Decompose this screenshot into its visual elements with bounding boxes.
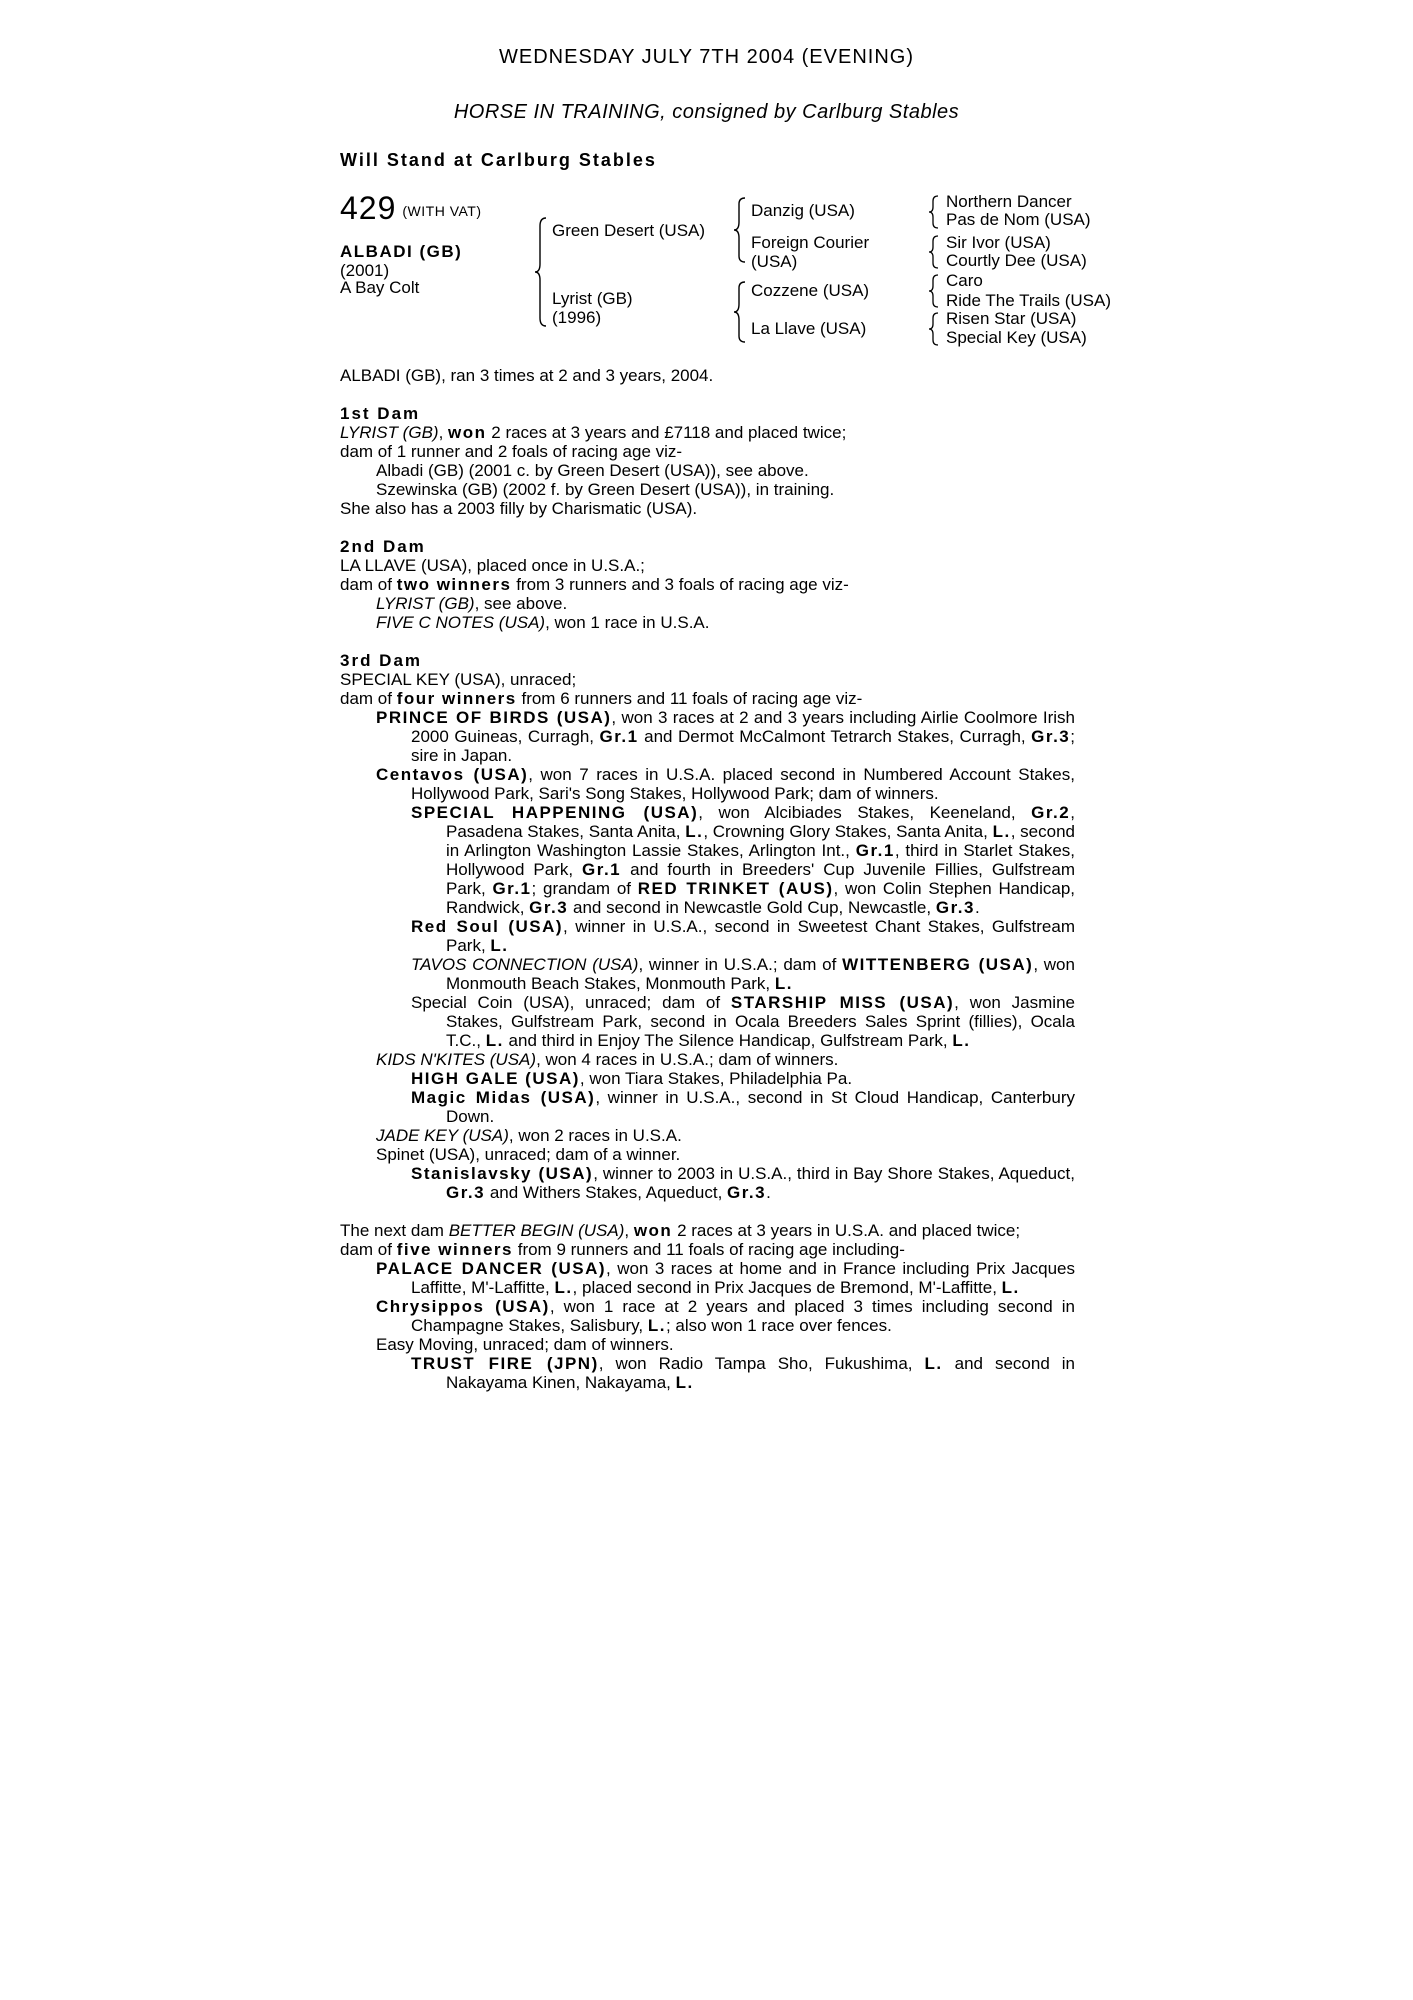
race-record: ALBADI (GB), ran 3 times at 2 and 3 years, 2004. — [340, 366, 714, 385]
vat-note: (WITH VAT) — [402, 202, 482, 219]
horse-name: ALBADI (GB) — [340, 242, 463, 261]
produce-chrysippos: Chrysippos (USA), won 1 race at 2 years and placed 3 times including second in Champagne Stakes, Salisbury, L.; also won 1 race over fences. — [376, 1297, 1075, 1335]
pedigree-brace-g2 — [928, 234, 940, 270]
first-dam-name: LYRIST (GB) — [340, 423, 439, 442]
pedigree-brace-dam-parents — [733, 280, 747, 344]
produce-centavos: Centavos (USA), won 7 races in U.S.A. placed second in Numbered Account Stakes, Hollywood Park, Sari's Song Stakes, Hollywood Park; dam of winners. — [376, 765, 1075, 803]
next-dam-produce-summary: dam of five winners from 9 runners and 11 foals of racing age including- — [340, 1240, 905, 1259]
pedigree-gg5: Caro — [946, 271, 983, 290]
pedigree-dam-name: Lyrist (GB) — [552, 289, 633, 308]
first-dam-produce-1: Albadi (GB) (2001 c. by Green Desert (USA)), see above. — [376, 461, 809, 480]
next-dam-line: The next dam BETTER BEGIN (USA), won 2 races at 3 years in U.S.A. and placed twice; — [340, 1221, 1021, 1240]
produce-prince-of-birds: PRINCE OF BIRDS (USA), won 3 races at 2 and 3 years including Airlie Coolmore Irish 2000 Guineas, Curragh, Gr.1 and Dermot McCalmont Tetrarch Stakes, Curragh, Gr.3; sire in Japan. — [376, 708, 1075, 765]
third-dam-line: SPECIAL KEY (USA), unraced; — [340, 670, 577, 689]
produce-special-happening: SPECIAL HAPPENING (USA), won Alcibiades Stakes, Keeneland, Gr.2, Pasadena Stakes, Santa Anita, L., Crowning Glory Stakes, Santa Anita, L., second in Arlington Washington Lassie Stakes, Arlington Int., Gr.1, third in Starlet Stakes, Hollywood Park, Gr.1 and fourth in Breeders' Cup Juvenile Fillies, Gulfstream Park, Gr.1; grandam of RED TRINKET (AUS), won Colin Stephen Handicap, Randwick, Gr.3 and second in Newcastle Gold Cup, Newcastle, Gr.3. — [411, 803, 1075, 917]
pedigree-dam-sire: Cozzene (USA) — [751, 281, 870, 300]
pedigree-gg7: Risen Star (USA) — [946, 309, 1077, 328]
produce-magic-midas: Magic Midas (USA), winner in U.S.A., second in St Cloud Handicap, Canterbury Down. — [411, 1088, 1075, 1126]
pedigree-brace-g3 — [928, 273, 940, 309]
second-dam-produce-2: FIVE C NOTES (USA), won 1 race in U.S.A. — [376, 613, 710, 632]
second-dam-produce-1: LYRIST (GB), see above. — [376, 594, 568, 613]
pedigree-brace-sire-dam — [534, 216, 548, 328]
produce-palace-dancer: PALACE DANCER (USA), won 3 races at home and in France including Prix Jacques Laffitte, M'-Laffitte, L., placed second in Prix Jacques de Bremond, M'-Laffitte, L. — [376, 1259, 1076, 1297]
pedigree-sire-sire: Danzig (USA) — [751, 201, 855, 220]
sale-date-heading: WEDNESDAY JULY 7TH 2004 (EVENING) — [499, 46, 914, 68]
first-dam-line: LYRIST (GB), won 2 races at 3 years and £7118 and placed twice; — [340, 423, 847, 442]
produce-tavos-connection: TAVOS CONNECTION (USA), winner in U.S.A.; dam of WITTENBERG (USA), won Monmouth Beach Stakes, Monmouth Park, L. — [411, 955, 1075, 993]
second-dam-heading: 2nd Dam — [340, 537, 426, 556]
lot-number-value: 429 — [340, 190, 397, 226]
produce-stanislavsky: Stanislavsky (USA), winner to 2003 in U.S.A., third in Bay Shore Stakes, Aqueduct, Gr.3 and Withers Stakes, Aqueduct, Gr.3. — [411, 1164, 1076, 1202]
horse-year: (2001) — [340, 261, 390, 280]
pedigree-gg4: Courtly Dee (USA) — [946, 251, 1087, 270]
second-dam-line: LA LLAVE (USA), placed once in U.S.A.; — [340, 556, 645, 575]
pedigree-gg8: Special Key (USA) — [946, 328, 1087, 347]
third-dam-produce-summary: dam of four winners from 6 runners and 11 foals of racing age viz- — [340, 689, 863, 708]
produce-kids-nkites: KIDS N'KITES (USA), won 4 races in U.S.A.; dam of winners. — [376, 1050, 839, 1069]
catalogue-body — [340, 366, 1075, 1392]
produce-special-coin: Special Coin (USA), unraced; dam of STARSHIP MISS (USA), won Jasmine Stakes, Gulfstream Park, second in Ocala Breeders Sales Sprint (fillies), Ocala T.C., L. and third in Enjoy The Silence Handicap, Gulfstream Park, L. — [411, 993, 1075, 1050]
produce-high-gale: HIGH GALE (USA), won Tiara Stakes, Philadelphia Pa. — [411, 1069, 853, 1088]
pedigree-brace-g1 — [928, 194, 940, 230]
produce-red-soul: Red Soul (USA), winner in U.S.A., second in Sweetest Chant Stakes, Gulfstream Park, L. — [411, 917, 1075, 955]
produce-jade-key: JADE KEY (USA), won 2 races in U.S.A. — [376, 1126, 682, 1145]
horse-description: A Bay Colt — [340, 278, 420, 297]
pedigree-sire-dam-country: (USA) — [751, 252, 798, 271]
pedigree-brace-g4 — [928, 311, 940, 347]
produce-trust-fire: TRUST FIRE (JPN), won Radio Tampa Sho, Fukushima, L. and second in Nakayama Kinen, Nakayama, L. — [411, 1354, 1075, 1392]
produce-easy-moving: Easy Moving, unraced; dam of winners. — [376, 1335, 674, 1354]
pedigree-sire-dam: Foreign Courier — [751, 233, 870, 252]
first-dam-produce-2: Szewinska (GB) (2002 f. by Green Desert (USA)), in training. — [376, 480, 835, 499]
first-dam-produce-summary: dam of 1 runner and 2 foals of racing age viz- — [340, 442, 683, 461]
pedigree-gg2: Pas de Nom (USA) — [946, 210, 1091, 229]
pedigree-dam-year: (1996) — [552, 308, 602, 327]
produce-spinet: Spinet (USA), unraced; dam of a winner. — [376, 1145, 681, 1164]
second-dam-produce-summary: dam of two winners from 3 runners and 3 foals of racing age viz- — [340, 575, 849, 594]
pedigree-gg3: Sir Ivor (USA) — [946, 233, 1051, 252]
lot-number — [340, 190, 482, 227]
third-dam-heading: 3rd Dam — [340, 651, 423, 670]
pedigree-brace-sire-parents — [733, 196, 747, 264]
first-dam-heading: 1st Dam — [340, 404, 421, 423]
pedigree-dam-dam: La Llave (USA) — [751, 319, 867, 338]
pedigree-gg6: Ride The Trails (USA) — [946, 291, 1112, 310]
first-dam-note: She also has a 2003 filly by Charismatic (USA). — [340, 499, 698, 518]
stand-note: Will Stand at Carlburg Stables — [340, 150, 657, 170]
pedigree-sire: Green Desert (USA) — [552, 221, 706, 240]
pedigree-gg1: Northern Dancer — [946, 192, 1072, 211]
consignor-line: HORSE IN TRAINING, consigned by Carlburg Stables — [453, 101, 960, 123]
